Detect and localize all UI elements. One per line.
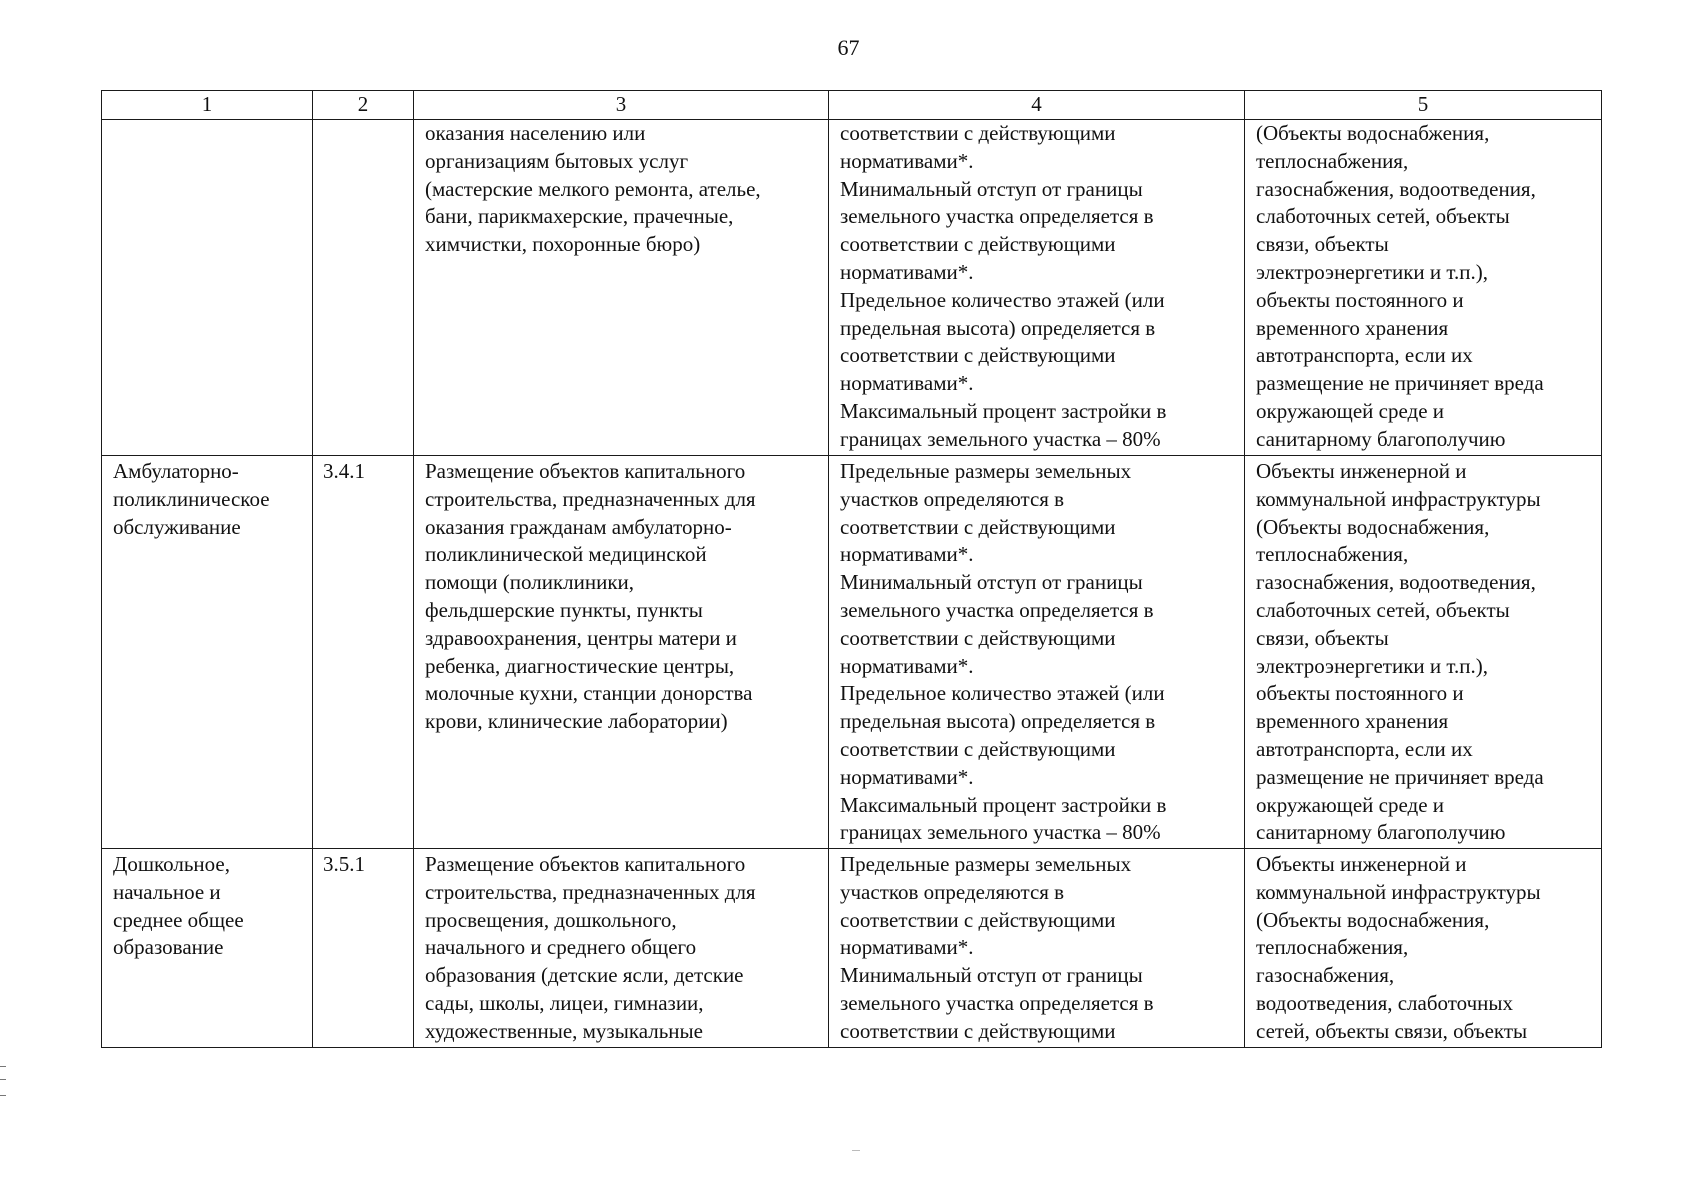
column-header: 2 — [313, 91, 414, 120]
parameters-cell — [829, 120, 1245, 456]
table-row — [102, 849, 1602, 1048]
cell-text: Размещение объектов капитального строительства, предназначенных для просвещения, дошкольного, начального и среднего общего образования (детские ясли, детские сады, школы, лицеи, гимназии, художественные, музыкальные — [425, 852, 756, 1043]
auxiliary-uses-cell — [1245, 456, 1602, 849]
parameters-cell — [829, 456, 1245, 849]
column-header: 5 — [1245, 91, 1602, 120]
use-type-name-cell — [102, 120, 313, 456]
cell-text: Размещение объектов капитального строительства, предназначенных для оказания гражданам амбулаторно- поликлинической медицинской помощи (поликлиники, фельдшерские пункты, пункты здравоохранения, центры матери и ребенка, диагностические центры, молочные кухни, станции донорства крови, клинические лаборатории) — [425, 459, 756, 734]
cell-text: (Объекты водоснабжения, теплоснабжения, газоснабжения, водоотведения, слаботочных сетей, объекты связи, объекты электроэнергетики и т.п.), объекты постоянного и временного хранения автотранспорта, если их размещение не причиняет вреда окружающей среде и санитарному благополучию — [1256, 121, 1544, 451]
column-header: 3 — [414, 91, 829, 120]
cell-text: Объекты инженерной и коммунальной инфраструктуры (Объекты водоснабжения, теплоснабжения, газоснабжения, водоотведения, слаботочных сетей, объекты связи, объекты электроэнергетики и т.п.), объекты постоянного и временного хранения автотранспорта, если их размещение не причиняет вреда окружающей среде и санитарному благополучию — [1256, 459, 1544, 845]
margin-mark — [0, 1066, 6, 1096]
description-cell — [414, 849, 829, 1048]
cell-text: Предельные размеры земельных участков определяются в соответствии с действующими нормативами*. Минимальный отступ от границы земельного участка определяется в соответствии с действующими — [840, 852, 1154, 1043]
auxiliary-uses-cell — [1245, 849, 1602, 1048]
description-cell — [414, 456, 829, 849]
use-type-code-cell — [313, 849, 414, 1048]
cell-text: Амбулаторно- поликлиническое обслуживание — [113, 459, 270, 539]
cell-text: соответствии с действующими нормативами*. Минимальный отступ от границы земельного участка определяется в соответствии с действующими нормативами*. Предельное количество этажей (или предельная высота) определяется в соответствии с действующими нормативами*. Максимальный процент застройки в границах земельного участка – 80% — [840, 121, 1167, 451]
column-header: 4 — [829, 91, 1245, 120]
use-type-name-cell — [102, 849, 313, 1048]
cell-text — [323, 120, 405, 455]
cell-text: 3.5.1 — [323, 852, 365, 876]
use-type-code-cell — [313, 120, 414, 456]
auxiliary-uses-cell — [1245, 120, 1602, 456]
page-number: 67 — [837, 35, 860, 60]
description-cell — [414, 120, 829, 456]
use-type-code-cell — [313, 456, 414, 849]
column-header: 1 — [102, 91, 313, 120]
cell-text: Предельные размеры земельных участков определяются в соответствии с действующими нормативами*. Минимальный отступ от границы земельного участка определяется в соответствии с действующими нормативами*. Предельное количество этажей (или предельная высота) определяется в соответствии с действующими нормативами*. Максимальный процент застройки в границах земельного участка – 80% — [840, 459, 1167, 845]
scan-artifact — [852, 1150, 860, 1151]
cell-text: 3.4.1 — [323, 459, 365, 483]
cell-text — [113, 120, 304, 455]
land-use-table — [101, 90, 1602, 1048]
parameters-cell — [829, 849, 1245, 1048]
cell-text: оказания населению или организациям бытовых услуг (мастерские мелкого ремонта, ателье, бани, парикмахерские, прачечные, химчистки, похоронные бюро) — [425, 121, 761, 257]
cell-text: Объекты инженерной и коммунальной инфраструктуры (Объекты водоснабжения, теплоснабжения, газоснабжения, водоотведения, слаботочных сетей, объекты связи, объекты — [1256, 852, 1541, 1043]
table-row — [102, 456, 1602, 849]
table-row — [102, 120, 1602, 456]
use-type-name-cell — [102, 456, 313, 849]
cell-text: Дошкольное, начальное и среднее общее образование — [113, 852, 244, 960]
table-header-row — [102, 91, 1602, 120]
